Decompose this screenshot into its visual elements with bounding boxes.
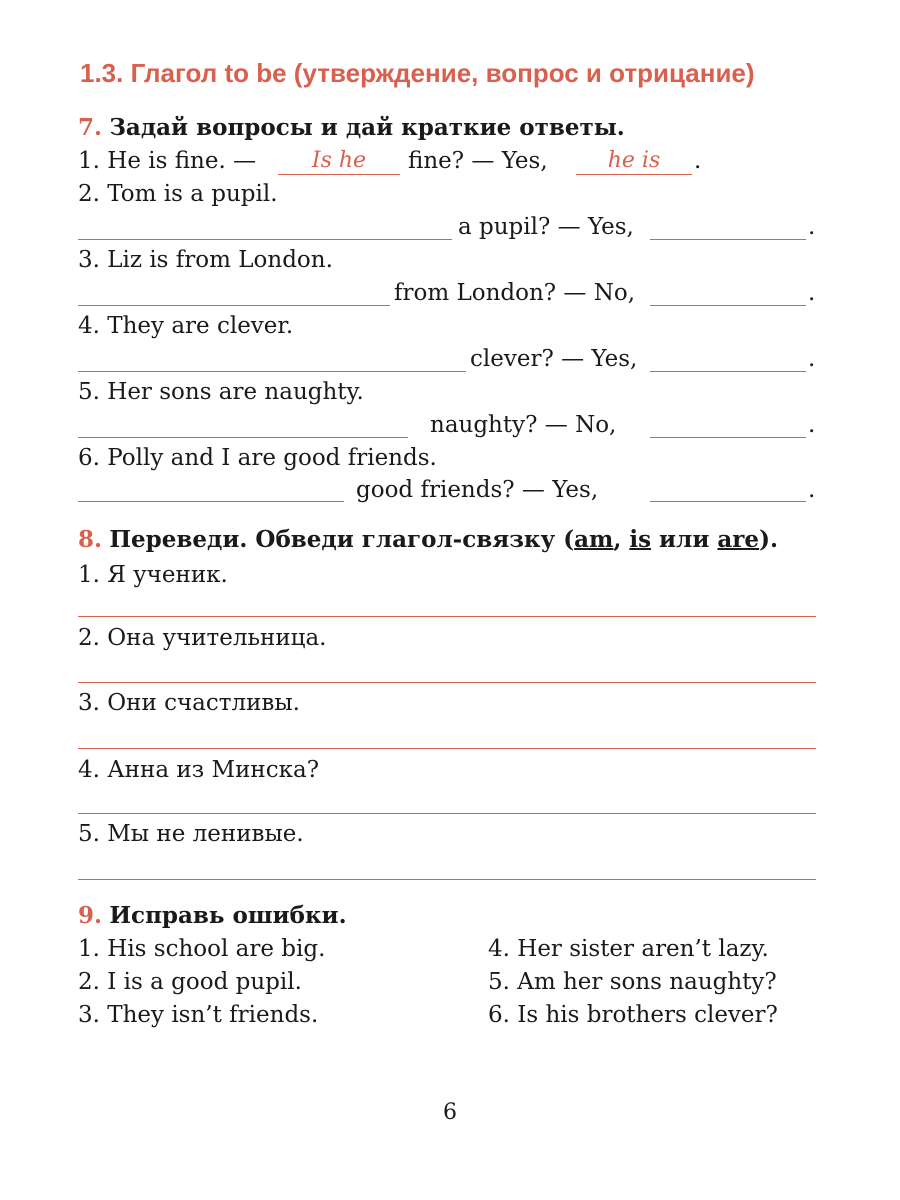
ex7-line-1-middle: fine? — Yes,	[408, 148, 548, 174]
exercise-7-header	[78, 114, 625, 142]
ex7-blank-1b[interactable]	[576, 174, 692, 175]
ex7-line-1-end: .	[694, 148, 702, 174]
ex9-item-1: 1. His school are big.	[78, 936, 326, 962]
ex8-item-2: 2. Она учительница.	[78, 625, 327, 651]
ex7-sentence-2: 2. Tom is a pupil.	[78, 181, 278, 207]
ex7-dot-5: .	[808, 412, 816, 438]
ex7-question-6: good friends? — Yes,	[356, 477, 599, 503]
ex7-line-1-start: 1. He is fine. —	[78, 148, 257, 174]
ex9-item-3: 3. They isn’t friends.	[78, 1002, 319, 1028]
ex8-item-1: 1. Я ученик.	[78, 562, 228, 588]
exercise-7-instruction: Задай вопросы и дай краткие ответы.	[109, 114, 625, 141]
ex7-answer-1a: Is he	[311, 148, 367, 173]
section-title: 1.3. Глагол to be (утверждение, вопрос и отрицание)	[80, 58, 755, 88]
ex9-item-4: 4. Her sister aren’t lazy.	[488, 936, 769, 962]
ex9-item-5: 5. Am her sons naughty?	[488, 969, 777, 995]
page-number: 6	[443, 1100, 457, 1125]
ex8-item-4: 4. Анна из Минска?	[78, 757, 320, 783]
ex8-item-3: 3. Они счастливы.	[78, 690, 300, 716]
ex7-blank-3a[interactable]	[78, 305, 390, 306]
ex7-question-3: from London? — No,	[394, 280, 636, 306]
exercise-9-number: 9.	[78, 902, 103, 929]
ex7-blank-5b[interactable]	[650, 437, 806, 438]
ex9-item-2: 2. I is a good pupil.	[78, 969, 302, 995]
exercise-8-number: 8.	[78, 526, 103, 553]
ex8-item-5: 5. Мы не ленивые.	[78, 821, 304, 847]
ex7-sentence-4: 4. They are clever.	[78, 313, 294, 339]
ex8-answer-line-2[interactable]	[78, 682, 816, 683]
ex7-blank-5a[interactable]	[78, 437, 408, 438]
verb-are: are	[717, 526, 760, 553]
ex8-answer-line-4[interactable]	[78, 813, 816, 814]
ex7-blank-3b[interactable]	[650, 305, 806, 306]
ex7-dot-3: .	[808, 280, 816, 306]
ex7-dot-4: .	[808, 346, 816, 372]
verb-is: is	[629, 526, 652, 553]
ex7-question-5: naughty? — No,	[430, 412, 617, 438]
ex8-answer-line-1[interactable]	[78, 616, 816, 617]
exercise-9-instruction: Исправь ошибки.	[109, 902, 347, 929]
ex7-blank-4b[interactable]	[650, 371, 806, 372]
ex8-answer-line-5[interactable]	[78, 879, 816, 880]
ex9-item-6: 6. Is his brothers clever?	[488, 1002, 778, 1028]
ex7-blank-6b[interactable]	[650, 501, 806, 502]
ex7-blank-2b[interactable]	[650, 239, 806, 240]
exercise-8-header	[78, 526, 778, 554]
exercise-7-number: 7.	[78, 114, 103, 141]
ex7-blank-2a[interactable]	[78, 239, 452, 240]
ex7-sentence-6: 6. Polly and I are good friends.	[78, 445, 437, 471]
verb-am: am	[574, 526, 614, 553]
ex7-question-2: a pupil? — Yes,	[458, 214, 634, 240]
exercise-9-header	[78, 902, 347, 930]
ex7-sentence-5: 5. Her sons are naughty.	[78, 379, 364, 405]
ex7-sentence-3: 3. Liz is from London.	[78, 247, 333, 273]
ex8-answer-line-3[interactable]	[78, 748, 816, 749]
ex7-dot-6: .	[808, 477, 816, 503]
exercise-8-instruction: Переведи. Обведи глагол-связку (am, is или are).	[109, 526, 778, 553]
ex7-blank-6a[interactable]	[78, 501, 344, 502]
ex7-blank-4a[interactable]	[78, 371, 466, 372]
ex7-answer-1b: he is	[607, 148, 661, 173]
ex7-dot-2: .	[808, 214, 816, 240]
ex7-question-4: clever? — Yes,	[470, 346, 638, 372]
ex7-blank-1a[interactable]	[278, 174, 400, 175]
